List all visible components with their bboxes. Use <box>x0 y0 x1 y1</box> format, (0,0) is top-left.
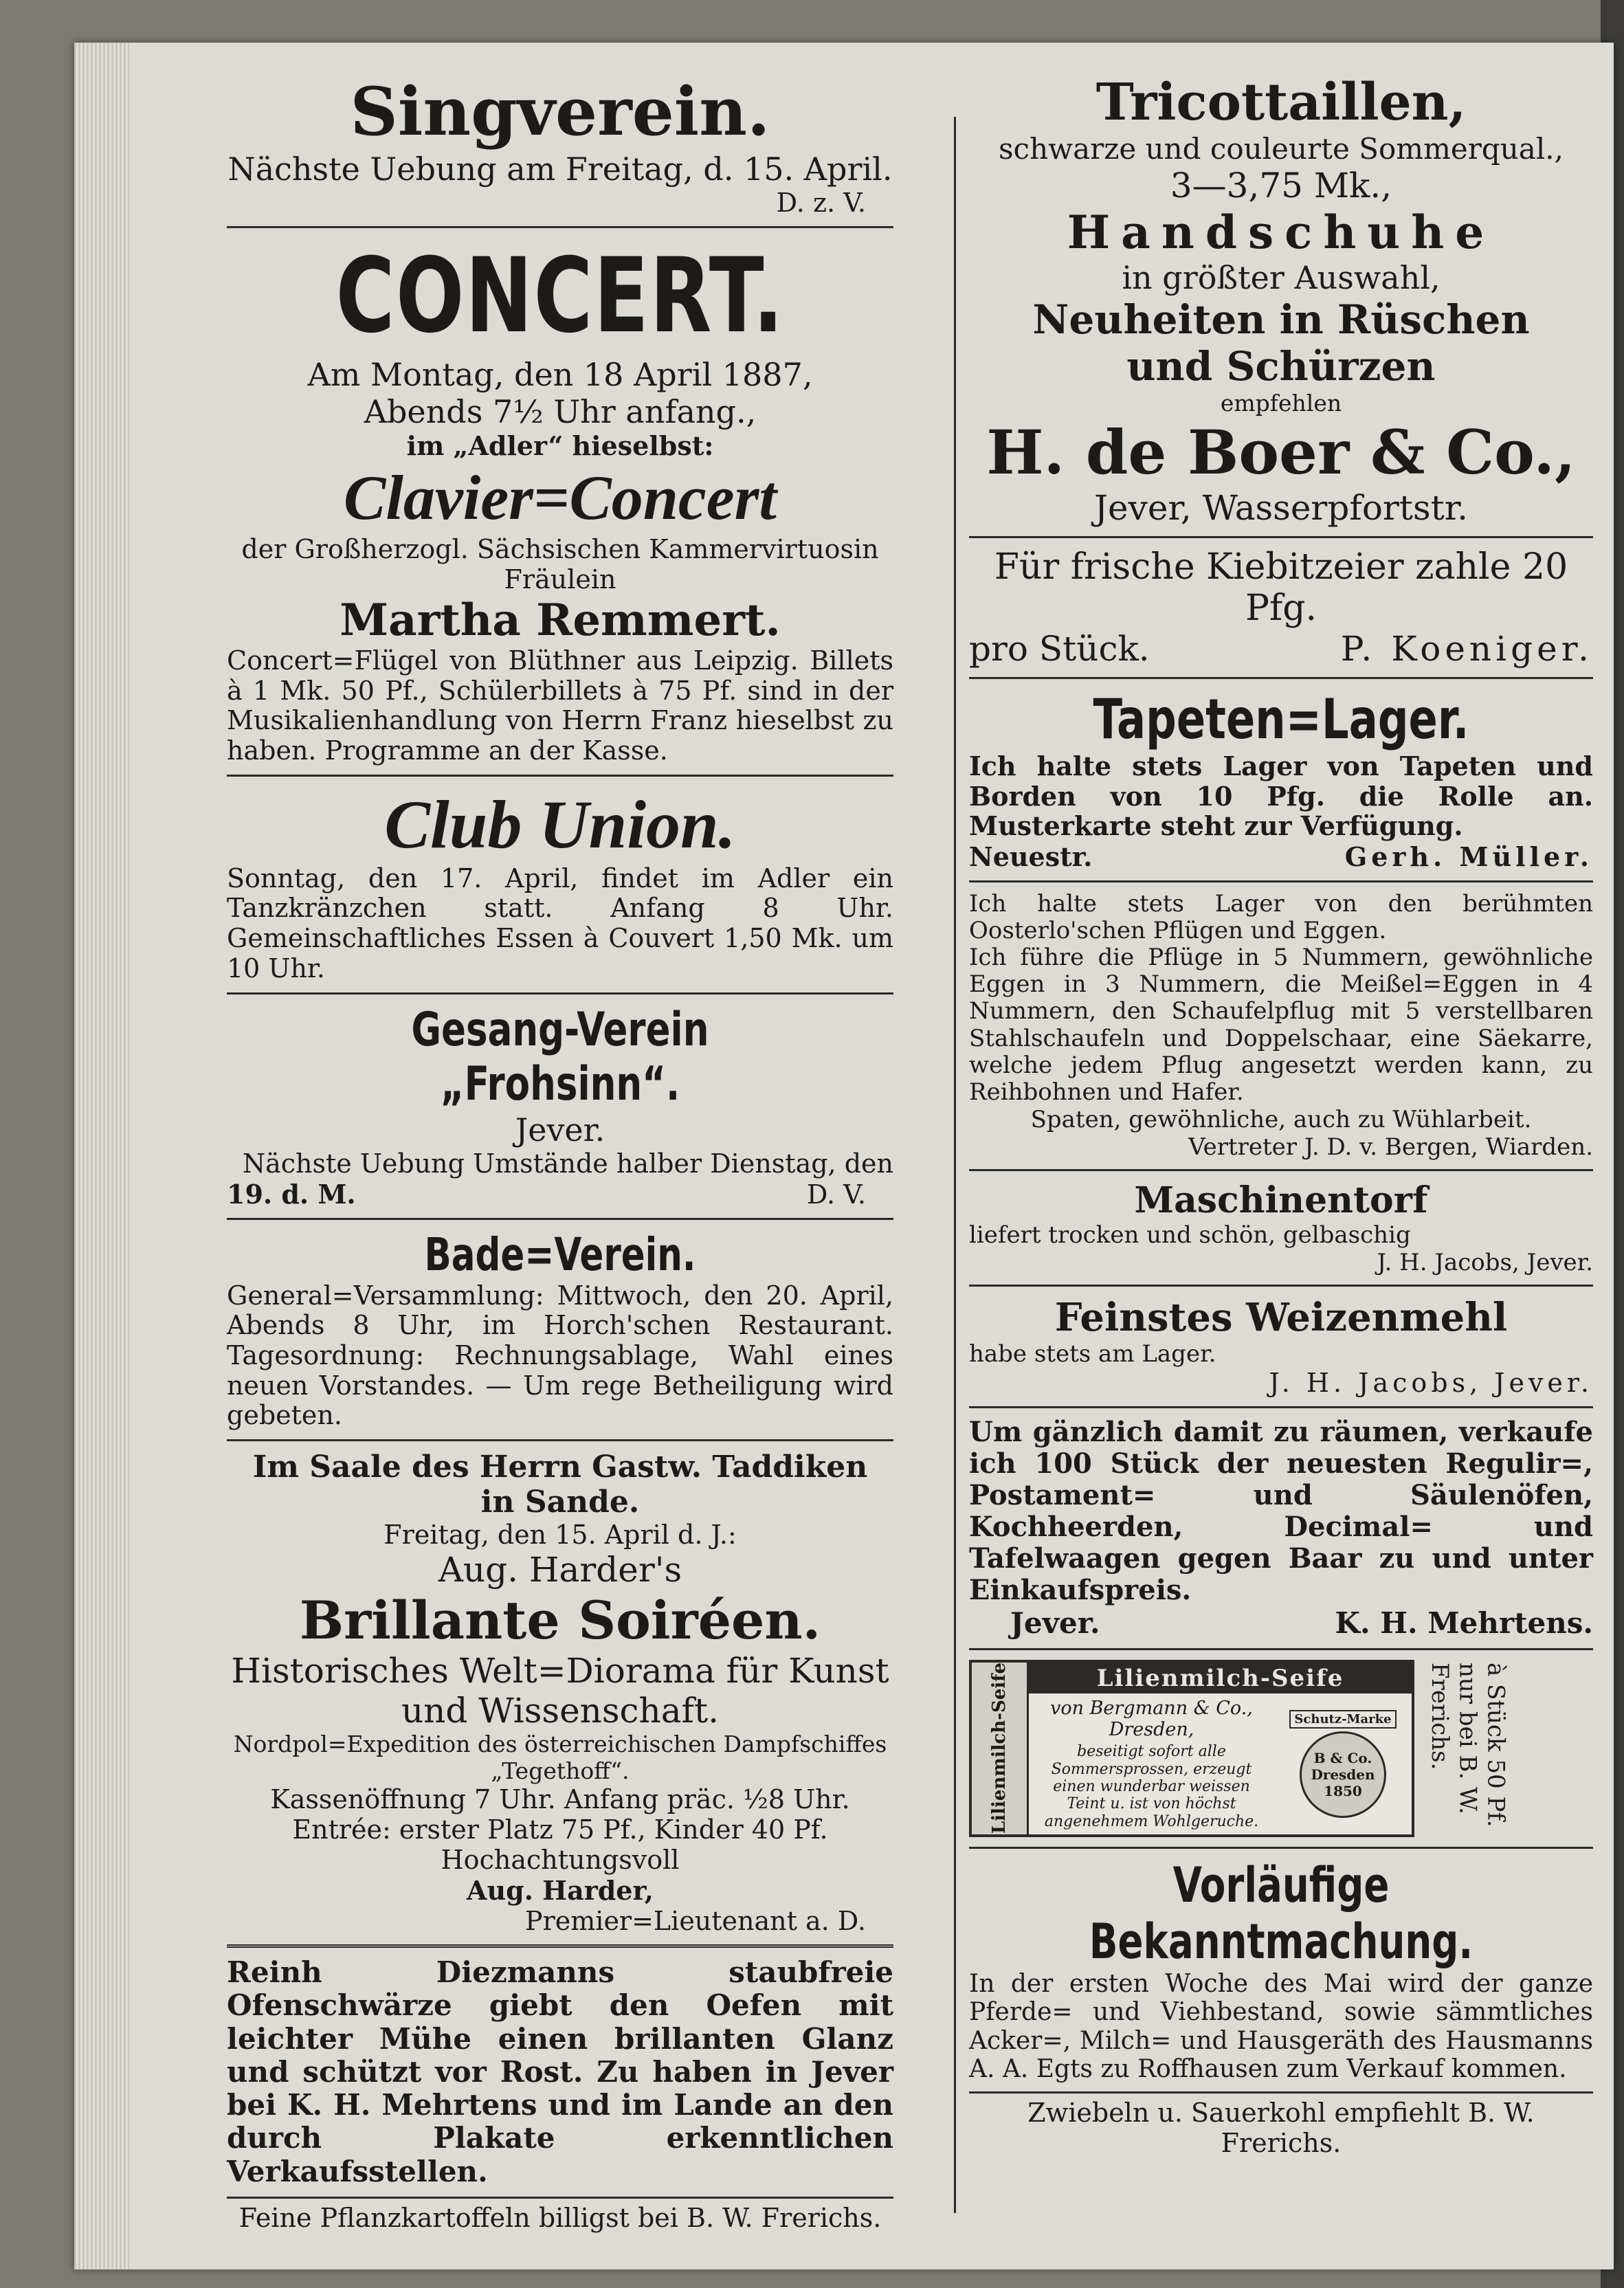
soap-trademark <box>1274 1693 1412 1834</box>
singverein-title: Singverein. <box>350 73 770 151</box>
ad-tapeten <box>969 683 1593 876</box>
ad-bade-verein <box>227 1224 893 1435</box>
tricot-firm: H. de Boer & Co., <box>986 416 1576 488</box>
soap-box-front <box>1029 1663 1412 1834</box>
raeumen-row <box>969 1606 1593 1640</box>
torf-body: liefert trocken und schön, gelbaschig <box>969 1221 1411 1249</box>
tricot-addr: Jever, Wasserpfortstr. <box>1094 488 1468 528</box>
tapeten-left: Neuestr. <box>969 841 1093 873</box>
soiree-sub2: und Wissenschaft. <box>401 1690 720 1731</box>
divider <box>969 1648 1593 1650</box>
tapeten-right: Gerh. Müller. <box>1344 841 1593 873</box>
ad-bekanntmachung <box>969 1853 1593 2088</box>
bade-body: General=Versammlung: Mittwoch, den 20. April, Abends 8 Uhr, im Horch'schen Restaurant. Tagesordnung: Rechnungsablage, Wahl eines neuen Vorstandes. — Um rege Betheiligung wird gebeten. <box>227 1280 893 1431</box>
divider <box>227 2197 893 2199</box>
concert-body: Concert=Flügel von Blüthner aus Leipzig. Billets à 1 Mk. 50 Pf., Schülerbillets à 75 Pf. sind in der Musikalienhandlung von Herrn Franz hieselbst zu haben. Programme an der Kasse. <box>227 645 893 766</box>
divider <box>969 1406 1593 1408</box>
divider <box>969 677 1593 679</box>
ad-ofenschwaerze <box>227 1952 893 2192</box>
torf-title: Maschinentorf <box>1134 1179 1428 1221</box>
gesang-place: Jever. <box>515 1111 605 1148</box>
soap-price-note: à Stück 50 Pf. nur bei B. W. Frerichs. <box>1425 1662 1510 1828</box>
ad-pfluege <box>969 887 1593 1165</box>
divider <box>969 536 1593 538</box>
tapeten-title: Tapeten=Lager. <box>1093 687 1469 751</box>
mehl-body: habe stets am Lager. <box>969 1340 1216 1368</box>
column-divider <box>954 117 956 2213</box>
soiree-title: Brillante Soiréen. <box>299 1589 821 1651</box>
ad-soiree <box>227 1445 893 1940</box>
mehl-title: Feinstes Weizenmehl <box>1054 1294 1508 1340</box>
tricot-line6: empfehlen <box>1220 390 1342 416</box>
ad-weizenmehl <box>969 1291 1593 1402</box>
soap-box-side <box>972 1663 1029 1834</box>
gesang-title: Gesang-Verein „Frohsinn“. <box>411 1002 709 1111</box>
kiebitz-row <box>969 629 1593 669</box>
concert-name: Martha Remmert. <box>340 595 781 646</box>
ad-tricottaillen <box>969 69 1593 532</box>
divider <box>227 992 893 995</box>
ad-maschinentorf <box>969 1175 1593 1280</box>
divider <box>969 1169 1593 1171</box>
tapeten-body: Ich halte stets Lager von Tapeten und Borden von 10 Pfg. die Rolle an. Musterkarte steht zur Verfügung. <box>969 751 1593 842</box>
soiree-line3: Kassenöffnung 7 Uhr. Anfang präc. ½8 Uhr. <box>270 1784 850 1814</box>
singverein-sign: D. z. V. <box>776 188 866 218</box>
soiree-sign: Aug. Harder, <box>467 1874 654 1906</box>
gesang-date: 19. d. M. <box>227 1178 356 1210</box>
soap-seal-icon: B & Co. Dresden 1850 <box>1300 1731 1386 1818</box>
ad-singverein <box>227 69 893 222</box>
soap-box-illustration <box>969 1660 1414 1837</box>
tricot-line3: in größter Auswahl, <box>1122 259 1441 296</box>
ad-concert <box>227 232 893 770</box>
tricot-line5: und Schürzen <box>1126 343 1436 390</box>
divider <box>969 2091 1593 2093</box>
ad-oefen <box>969 1412 1593 1644</box>
soap-description: beseitigt sofort alle Sommersprossen, erzeugt einen wunderbar weissen Teint u. ist von höchst angenehmem Wohlgeruche. <box>1044 1743 1259 1830</box>
soap-side-label: Lilienmilch-Seife <box>989 1663 1010 1834</box>
mehl-sign: J. H. Jacobs, Jever. <box>1269 1367 1593 1398</box>
singverein-line: Nächste Uebung am Freitag, d. 15. April. <box>227 151 893 188</box>
raeumen-left: Jever. <box>1010 1606 1100 1640</box>
ad-kiebitzeier <box>969 542 1593 673</box>
ad-gesang-verein <box>227 999 893 1214</box>
divider <box>227 1944 893 1948</box>
kiebitz-left: pro Stück. <box>969 629 1150 669</box>
divider <box>227 775 893 777</box>
divider <box>969 880 1593 882</box>
gesang-body: Nächste Uebung Umstände halber Dienstag, den <box>242 1148 893 1179</box>
concert-line2: Abends 7½ Uhr anfang., <box>364 393 757 430</box>
ad-lilienmilch-seife <box>969 1654 1593 1843</box>
concert-title: CONCERT. <box>335 236 785 356</box>
kiebitz-right: P. Koeniger. <box>1340 629 1593 669</box>
concert-line4: der Großherzogl. Sächsischen Kammervirtuosin <box>241 534 879 564</box>
left-column <box>227 69 893 2234</box>
gesang-sign: D. V. <box>806 1179 866 1210</box>
bekannt-body: In der ersten Woche des Mai wird der ganze Pferde= und Viehbestand, sowie sämmtliches Acker=, Milch= und Hausgeräth des Hausmanns A. A. Egts zu Roffhausen zum Verkauf kommen. <box>969 1969 1593 2083</box>
pfluege-body1: Ich halte stets Lager von den berühmten Oosterlo'schen Pflügen und Eggen. <box>969 890 1593 945</box>
soiree-line1: Nordpol=Expedition des österreichischen Dampfschiffes <box>233 1730 887 1757</box>
divider <box>227 226 893 228</box>
raeumen-body: Um gänzlich damit zu räumen, verkaufe ich 100 Stück der neuesten Regulir=, Postament= und Säulenöfen, Kochheerden, Decimal= und Tafelwaagen gegen Baar zu und unter Einkaufspreis. <box>969 1415 1593 1606</box>
club-body: Sonntag, den 17. April, findet im Adler ein Tanzkränzchen statt. Anfang 8 Uhr. Gemeinschaftliches Essen à Couvert 1,50 Mk. um 10 Uhr. <box>227 863 893 984</box>
divider <box>227 1218 893 1220</box>
ad-club-union <box>227 781 893 988</box>
soiree-head1: Im Saale des Herrn Gastw. Taddiken <box>252 1449 868 1485</box>
torf-sign: J. H. Jacobs, Jever. <box>1377 1248 1593 1276</box>
soiree-date: Freitag, den 15. April d. J.: <box>383 1519 737 1550</box>
soiree-who: Aug. Harder's <box>438 1549 682 1590</box>
tricot-line2: 3—3,75 Mk., <box>1170 166 1392 206</box>
soap-box-body <box>1029 1693 1412 1834</box>
concert-line3: im „Adler“ hieselbst: <box>406 430 714 461</box>
left-footer: Feine Pflanzkartoffeln billigst bei B. W. Frerichs. <box>238 2203 882 2234</box>
divider <box>969 1285 1593 1287</box>
right-footer: Zwiebeln u. Sauerkohl empfiehlt B. W. Frerichs. <box>1027 2098 1535 2159</box>
divider <box>227 1439 893 1441</box>
concert-line5: Fräulein <box>504 564 616 595</box>
right-column <box>969 69 1593 2227</box>
club-title: Club Union. <box>384 786 736 863</box>
kiebitz-line: Für frische Kiebitzeier zahle 20 Pfg. <box>994 546 1568 629</box>
soap-box-text <box>1029 1693 1274 1834</box>
soap-trademark-label: Schutz-Marke <box>1289 1710 1396 1729</box>
tricot-line1: schwarze und couleurte Sommerqual., <box>999 132 1564 166</box>
page-edges <box>74 43 129 2269</box>
soap-box-top-label: Lilienmilch-Seife <box>1029 1663 1412 1693</box>
tapeten-row <box>969 841 1593 872</box>
concert-big: Clavier=Concert <box>344 463 777 533</box>
bade-title: Bade=Verein. <box>424 1228 696 1281</box>
pfluege-body3: Spaten, gewöhnliche, auch zu Wühlarbeit. <box>1030 1105 1532 1133</box>
soiree-head2: in Sande. <box>480 1484 640 1520</box>
ofen-body: Reinh Diezmanns staubfreie Ofenschwärze giebt den Oefen mit leichter Mühe einen brillanten Glanz und schützt vor Rost. Zu haben in Jever bei K. H. Mehrtens und im Lande an den durch Plakate erkenntlichen Verkaufsstellen. <box>227 1955 893 2188</box>
concert-line1: Am Montag, den 18 April 1887, <box>307 356 813 393</box>
bekannt-title: Vorläufige Bekanntmachung. <box>1089 1856 1473 1970</box>
raeumen-right: K. H. Mehrtens. <box>1335 1606 1593 1640</box>
soiree-line2: „Tegethoff“. <box>491 1757 630 1784</box>
tricot-line4: Neuheiten in Rüschen <box>1032 296 1530 343</box>
soiree-sub1: Historisches Welt=Diorama für Kunst <box>231 1650 889 1691</box>
pfluege-body2: Ich führe die Pflüge in 5 Nummern, gewöhnliche Eggen in 3 Nummern, die Meißel=Eggen in 4 Nummern, den Schaufelpflug mit 5 verstellbaren Stahlschaufeln und Doppelschaar, eine Säekarre, welche jedem Pflug angesetzt werden kann, zu Reihbohnen und Hafer. <box>969 944 1593 1106</box>
gesang-row <box>227 1179 893 1210</box>
soiree-greet: Hochachtungsvoll <box>441 1844 680 1875</box>
soap-brand: von Bergmann & Co., Dresden, <box>1050 1698 1253 1741</box>
tricot-title: Tricottaillen, <box>1095 73 1467 132</box>
soiree-line4: Entrée: erster Platz 75 Pf., Kinder 40 Pf. <box>292 1814 828 1845</box>
pfluege-sign: Vertreter J. D. v. Bergen, Wiarden. <box>1188 1133 1593 1161</box>
soiree-rank: Premier=Lieutenant a. D. <box>525 1905 866 1936</box>
divider <box>969 1847 1593 1849</box>
tricot-title2: Handschuhe <box>1067 206 1495 259</box>
